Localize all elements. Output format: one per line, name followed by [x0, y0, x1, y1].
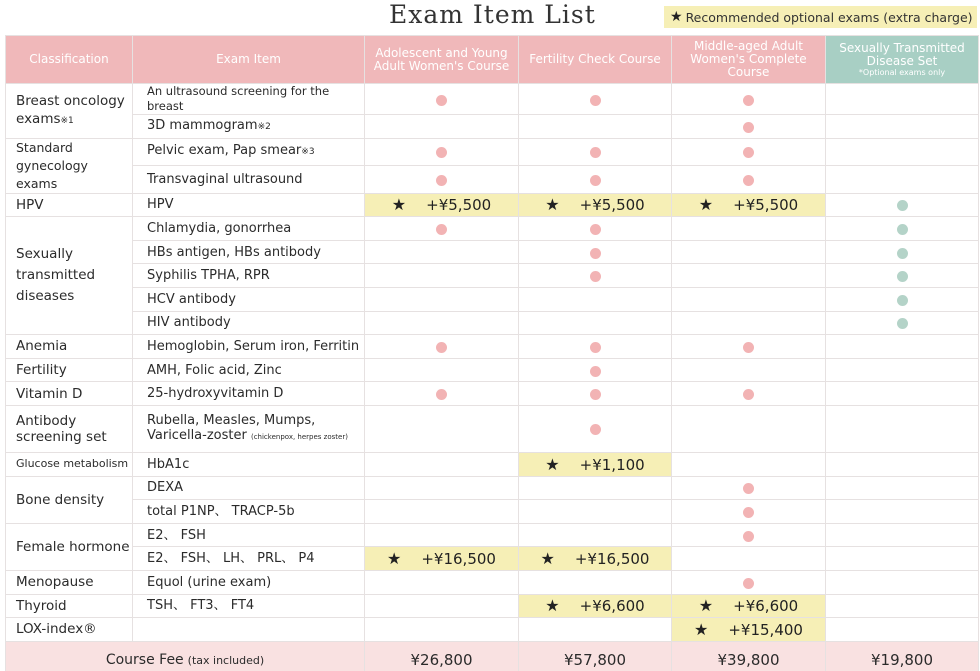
group-breast-label: Breast oncology exams	[16, 92, 125, 127]
price-hba1c: +¥1,100	[579, 455, 645, 474]
included-dot	[590, 389, 601, 400]
item-rubella: Rubella, Measles, Mumps,	[147, 412, 316, 428]
cell	[826, 138, 979, 166]
exam-table	[5, 35, 979, 671]
cell	[672, 335, 826, 359]
star-icon: ★	[545, 596, 560, 616]
cell	[519, 382, 672, 406]
item-hbs: HBs antigen, HBs antibody	[133, 240, 365, 264]
fee-label-cell	[6, 641, 365, 671]
optional-price-cell	[672, 193, 826, 217]
cell	[519, 335, 672, 359]
cell	[365, 84, 519, 115]
cell	[672, 240, 826, 264]
std-dot	[897, 318, 908, 329]
item-pelvic	[133, 138, 365, 166]
std-dot	[897, 295, 908, 306]
cell	[519, 166, 672, 194]
cell	[365, 115, 519, 139]
table-row	[6, 452, 979, 476]
cell	[519, 138, 672, 166]
included-dot	[436, 342, 447, 353]
cell	[519, 115, 672, 139]
cell	[519, 358, 672, 382]
table-row	[6, 217, 979, 241]
page-title: Exam Item List	[389, 0, 596, 29]
cell	[826, 358, 979, 382]
table-row	[6, 382, 979, 406]
cell	[826, 570, 979, 594]
header-classification: Classification	[6, 36, 133, 84]
included-dot	[436, 389, 447, 400]
table-row	[6, 618, 979, 642]
legend	[664, 6, 977, 28]
cell	[672, 500, 826, 524]
item-mammogram-label: 3D mammogram	[147, 117, 258, 133]
cell	[672, 287, 826, 311]
table-row	[6, 311, 979, 335]
table-row	[6, 570, 979, 594]
table-row	[6, 193, 979, 217]
cell	[672, 547, 826, 571]
included-dot	[436, 95, 447, 106]
cell	[365, 217, 519, 241]
header-exam-item: Exam Item	[133, 36, 365, 84]
included-dot	[436, 147, 447, 158]
price-thyroid: +¥6,600	[733, 597, 799, 616]
included-dot	[590, 342, 601, 353]
item-pelvic-note: ※3	[301, 147, 315, 158]
item-dexa: DEXA	[133, 476, 365, 500]
group-breast-note: ※1	[60, 115, 74, 126]
header-course-fertility: Fertility Check Course	[519, 36, 672, 84]
header-course-middle-aged: Middle-aged Adult Women's Complete Course	[672, 36, 826, 84]
cell	[519, 311, 672, 335]
group-fertility: Fertility	[6, 358, 133, 382]
cell	[672, 452, 826, 476]
item-varicella: Varicella-zoster	[147, 427, 247, 443]
std-dot	[897, 271, 908, 282]
legend-text: Recommended optional exams (extra charge)	[685, 9, 973, 25]
table-row	[6, 523, 979, 547]
included-dot	[743, 531, 754, 542]
item-amh: AMH, Folic acid, Zinc	[133, 358, 365, 382]
price-hormone: +¥16,500	[574, 550, 650, 569]
group-glucose: Glucose metabolism	[6, 452, 133, 476]
item-varicella-line	[147, 428, 364, 445]
table-row	[6, 138, 979, 166]
included-dot	[590, 224, 601, 235]
item-pelvic-label: Pelvic exam, Pap smear	[147, 143, 302, 159]
item-lox	[133, 618, 365, 642]
optional-price-cell	[672, 594, 826, 618]
included-dot	[436, 224, 447, 235]
cell	[826, 405, 979, 452]
fee-tax-note: (tax included)	[187, 654, 265, 668]
price-hpv: +¥5,500	[733, 196, 799, 215]
group-bone: Bone density	[6, 476, 133, 523]
optional-price-cell	[672, 618, 826, 642]
included-dot	[590, 95, 601, 106]
optional-price-cell	[519, 193, 672, 217]
header-course-std-title: Sexually Transmitted Disease Set	[839, 40, 965, 68]
cell	[365, 358, 519, 382]
item-syphilis: Syphilis TPHA, RPR	[133, 264, 365, 288]
header-course-std-sub: *Optional exams only	[858, 67, 946, 77]
fee-row	[6, 641, 979, 671]
cell	[672, 166, 826, 194]
included-dot	[590, 248, 601, 259]
item-ultrasound-breast: An ultrasound screening for the breast	[133, 84, 365, 115]
cell	[365, 570, 519, 594]
fee-adolescent: ¥26,800	[365, 641, 519, 671]
cell	[365, 287, 519, 311]
table-row	[6, 166, 979, 194]
header-course-std	[826, 36, 979, 84]
item-mammogram	[133, 115, 365, 139]
item-equol: Equol (urine exam)	[133, 570, 365, 594]
included-dot	[743, 122, 754, 133]
cell	[365, 311, 519, 335]
price-thyroid: +¥6,600	[579, 597, 645, 616]
item-chlamydia: Chlamydia, gonorrhea	[133, 217, 365, 241]
fee-fertility: ¥57,800	[519, 641, 672, 671]
cell	[672, 358, 826, 382]
price-hpv: +¥5,500	[579, 196, 645, 215]
group-gynecology: Standard gynecology exams	[6, 138, 133, 193]
cell	[519, 240, 672, 264]
table-row	[6, 547, 979, 571]
cell	[826, 217, 979, 241]
item-hpv: HPV	[133, 193, 365, 217]
cell	[672, 264, 826, 288]
included-dot	[590, 147, 601, 158]
optional-price-cell	[365, 547, 519, 571]
table-row	[6, 500, 979, 524]
cell	[365, 382, 519, 406]
std-dot	[897, 248, 908, 259]
group-breast	[6, 84, 133, 139]
cell	[519, 500, 672, 524]
included-dot	[590, 175, 601, 186]
cell	[365, 523, 519, 547]
group-menopause: Menopause	[6, 570, 133, 594]
star-icon: ★	[694, 619, 709, 639]
table-row	[6, 335, 979, 359]
cell	[519, 570, 672, 594]
cell	[365, 618, 519, 642]
table-row	[6, 264, 979, 288]
cell	[672, 476, 826, 500]
included-dot	[436, 175, 447, 186]
cell	[519, 405, 672, 452]
cell	[672, 217, 826, 241]
cell	[672, 405, 826, 452]
std-dot	[897, 200, 908, 211]
included-dot	[743, 175, 754, 186]
cell	[672, 84, 826, 115]
item-mammogram-note: ※2	[257, 121, 271, 132]
included-dot	[590, 271, 601, 282]
included-dot	[743, 483, 754, 494]
cell	[519, 264, 672, 288]
table-row	[6, 287, 979, 311]
cell	[826, 523, 979, 547]
fee-label: Course Fee	[105, 652, 184, 669]
cell	[672, 570, 826, 594]
cell	[519, 287, 672, 311]
cell	[365, 240, 519, 264]
cell	[365, 476, 519, 500]
cell	[365, 138, 519, 166]
cell	[826, 166, 979, 194]
table-row	[6, 115, 979, 139]
item-hba1c: HbA1c	[133, 452, 365, 476]
item-varicella-note: (chickenpox, herpes zoster)	[250, 432, 348, 441]
optional-price-cell	[365, 193, 519, 217]
header-course-adolescent: Adolescent and Young Adult Women's Course	[365, 36, 519, 84]
star-icon: ★	[698, 596, 714, 616]
fee-std: ¥19,800	[826, 641, 979, 671]
price-hormone: +¥16,500	[421, 550, 496, 569]
included-dot	[743, 147, 754, 158]
included-dot	[743, 95, 754, 106]
optional-price-cell	[519, 547, 672, 571]
cell	[519, 217, 672, 241]
cell	[519, 84, 672, 115]
group-antibody: Antibody screening set	[6, 405, 133, 452]
cell	[365, 594, 519, 618]
item-antibody	[133, 405, 365, 452]
cell	[365, 405, 519, 452]
cell	[365, 264, 519, 288]
table-row	[6, 476, 979, 500]
group-std: Sexually transmitted diseases	[6, 217, 133, 335]
item-hemoglobin: Hemoglobin, Serum iron, Ferritin	[133, 335, 365, 359]
cell	[365, 166, 519, 194]
cell	[672, 115, 826, 139]
included-dot	[743, 389, 754, 400]
price-lox: +¥15,400	[728, 620, 803, 639]
item-transvaginal: Transvaginal ultrasound	[133, 166, 365, 194]
included-dot	[743, 507, 754, 518]
group-anemia: Anemia	[6, 335, 133, 359]
cell	[672, 138, 826, 166]
item-hiv: HIV antibody	[133, 311, 365, 335]
item-tsh: TSH、 FT3、 FT4	[133, 594, 365, 618]
cell	[672, 382, 826, 406]
star-icon: ★	[545, 195, 560, 215]
star-icon: ★	[387, 549, 402, 569]
cell	[826, 193, 979, 217]
cell	[826, 115, 979, 139]
header-row	[6, 36, 979, 84]
cell	[365, 335, 519, 359]
star-icon: ★	[540, 549, 555, 569]
price-hpv: +¥5,500	[426, 196, 492, 215]
item-hcv: HCV antibody	[133, 287, 365, 311]
cell	[826, 240, 979, 264]
star-icon: ★	[545, 454, 560, 474]
item-e2-fsh: E2、 FSH	[133, 523, 365, 547]
std-dot	[897, 224, 908, 235]
star-icon: ★	[391, 195, 407, 215]
included-dot	[590, 366, 601, 377]
item-vitamin-d: 25-hydroxyvitamin D	[133, 382, 365, 406]
group-hormone: Female hormone	[6, 523, 133, 570]
group-vitamin-d: Vitamin D	[6, 382, 133, 406]
table-row	[6, 405, 979, 452]
table-row	[6, 358, 979, 382]
included-dot	[743, 578, 754, 589]
group-thyroid: Thyroid	[6, 594, 133, 618]
cell	[365, 452, 519, 476]
table-row	[6, 84, 979, 115]
cell	[519, 523, 672, 547]
cell	[826, 547, 979, 571]
cell	[519, 618, 672, 642]
included-dot	[590, 424, 601, 435]
optional-price-cell	[519, 452, 672, 476]
cell	[365, 500, 519, 524]
included-dot	[743, 342, 754, 353]
item-p1np: total P1NP、 TRACP-5b	[133, 500, 365, 524]
cell	[826, 476, 979, 500]
star-icon: ★	[670, 9, 683, 25]
cell	[826, 84, 979, 115]
cell	[826, 500, 979, 524]
table-row	[6, 594, 979, 618]
table-row	[6, 240, 979, 264]
cell	[672, 523, 826, 547]
cell	[826, 618, 979, 642]
group-lox: LOX-index®	[6, 618, 133, 642]
cell	[826, 594, 979, 618]
item-e2-full: E2、 FSH、 LH、 PRL、 P4	[133, 547, 365, 571]
cell	[519, 476, 672, 500]
optional-price-cell	[519, 594, 672, 618]
cell	[826, 452, 979, 476]
cell	[826, 311, 979, 335]
cell	[826, 335, 979, 359]
fee-middle-aged: ¥39,800	[672, 641, 826, 671]
cell	[826, 287, 979, 311]
group-hpv: HPV	[6, 193, 133, 217]
star-icon: ★	[698, 195, 714, 215]
cell	[672, 311, 826, 335]
cell	[826, 382, 979, 406]
cell	[826, 264, 979, 288]
